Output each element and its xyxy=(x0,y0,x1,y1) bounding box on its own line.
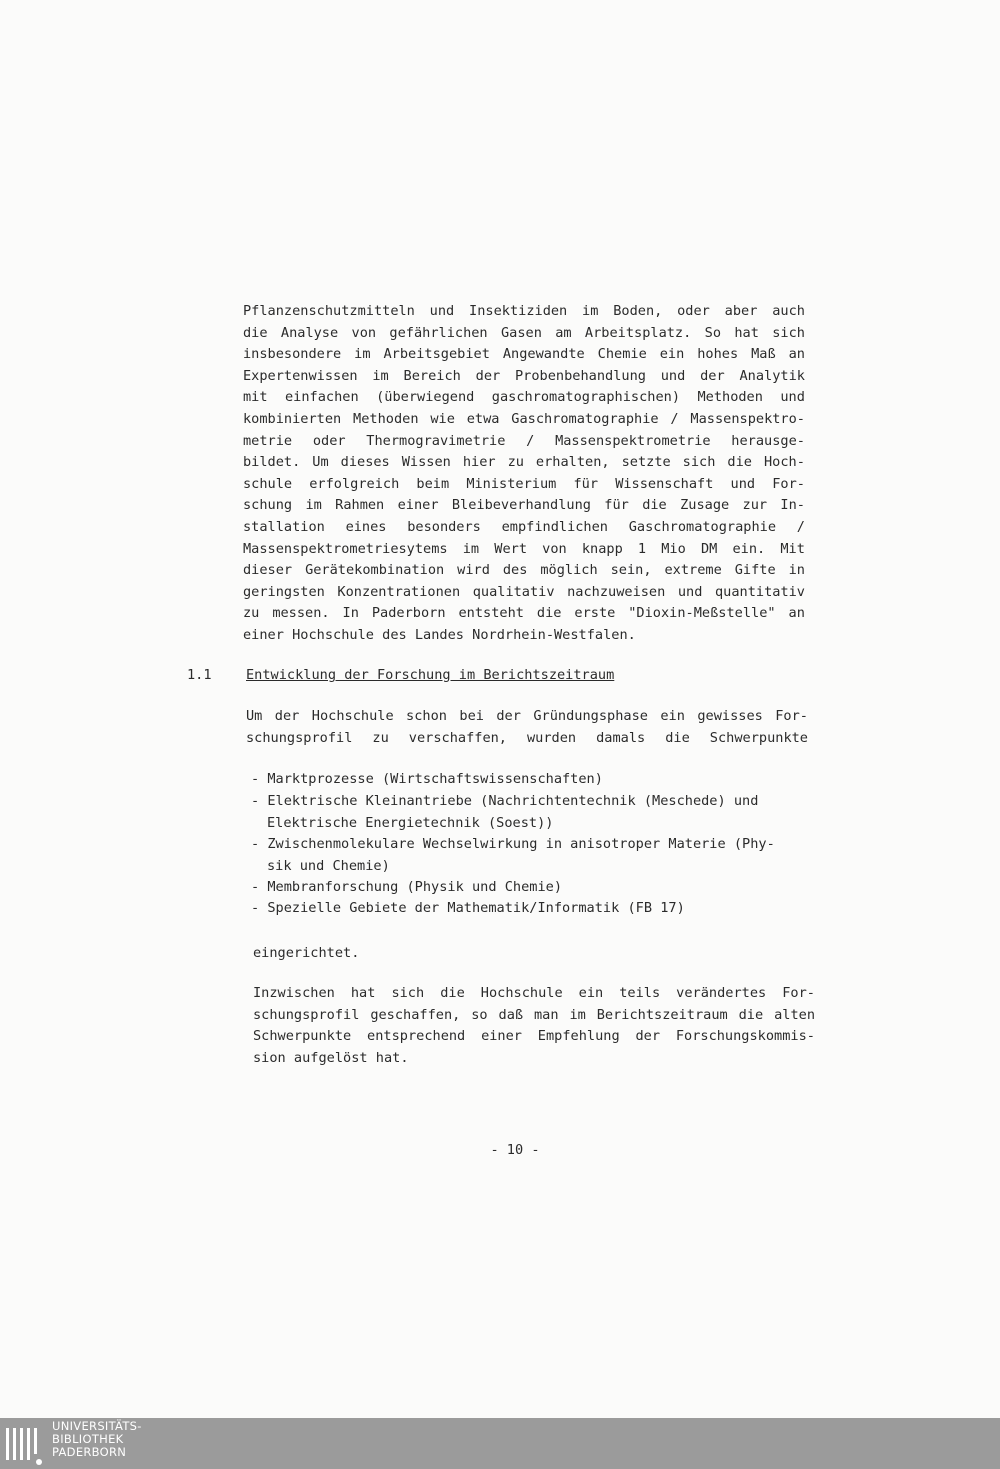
text-line: einer Hochschule des Landes Nordrhein-Westfalen. xyxy=(243,627,636,643)
library-name-line-3: PADERBORN xyxy=(52,1445,127,1459)
library-name xyxy=(52,1420,142,1459)
text-line: die Analyse von gefährlichen Gasen am Arbeitsplatz. So hat sich xyxy=(243,324,805,341)
list-item: - Membranforschung (Physik und Chemie) xyxy=(251,879,562,895)
text-line: schungsprofil zu verschaffen, wurden damals die Schwerpunkte xyxy=(246,729,808,746)
text-line: metrie oder Thermogravimetrie / Massenspektrometrie herausge- xyxy=(243,432,805,449)
text-line: zu messen. In Paderborn entsteht die erste "Dioxin-Meßstelle" an xyxy=(243,605,805,622)
text-line: schung im Rahmen einer Bleibeverhandlung für die Zusage zur In- xyxy=(243,497,805,514)
established-line: eingerichtet. xyxy=(253,945,360,961)
library-name-line-2: BIBLIOTHEK xyxy=(52,1432,124,1446)
list-item-continuation: Elektrische Energietechnik (Soest)) xyxy=(267,815,554,831)
text-line: kombinierten Methoden wie etwa Gaschromatographie / Massenspektro- xyxy=(243,411,805,427)
text-line: Pflanzenschutzmitteln und Insektiziden im Boden, oder aber auch xyxy=(243,303,805,319)
text-line: dieser Gerätekombination wird des möglich sein, extreme Gifte in xyxy=(243,562,805,579)
text-line: Expertenwissen im Bereich der Probenbehandlung und der Analytik xyxy=(243,367,805,384)
library-name-line-1: UNIVERSITÄTS- xyxy=(52,1419,142,1433)
library-footer xyxy=(0,1418,1000,1469)
text-line: sion aufgelöst hat. xyxy=(253,1050,409,1067)
text-line: stallation eines besonders empfindlichen Gaschromatographie / xyxy=(243,519,805,535)
section-title: Entwicklung der Forschung im Berichtszeitraum xyxy=(246,667,615,683)
list-item: - Marktprozesse (Wirtschaftswissenschaften) xyxy=(251,771,603,787)
text-line: Um der Hochschule schon bei der Gründungsphase ein gewisses For- xyxy=(246,708,808,724)
text-line: mit einfachen (überwiegend gaschromatographischen) Methoden und xyxy=(243,389,805,406)
text-line: geringsten Konzentrationen qualitativ nachzuweisen und quantitativ xyxy=(243,583,805,600)
list-item-continuation: sik und Chemie) xyxy=(267,858,390,874)
list-item: - Spezielle Gebiete der Mathematik/Informatik (FB 17) xyxy=(251,900,685,916)
text-line: bildet. Um dieses Wissen hier zu erhalten, setzte sich die Hoch- xyxy=(243,454,805,471)
text-line: schule erfolgreich beim Ministerium für Wissenschaft und For- xyxy=(243,475,805,492)
list-item: - Elektrische Kleinantriebe (Nachrichtentechnik (Meschede) und xyxy=(251,793,759,809)
list-item: - Zwischenmolekulare Wechselwirkung in anisotroper Materie (Phy- xyxy=(251,836,775,852)
text-line: insbesondere im Arbeitsgebiet Angewandte Chemie ein hohes Maß an xyxy=(243,346,805,363)
page-number: - 10 - xyxy=(490,1142,540,1158)
text-line: Inzwischen hat sich die Hochschule ein teils verändertes For- xyxy=(253,985,815,1001)
section-number: 1.1 xyxy=(187,667,212,683)
text-line: Massenspektrometriesytems im Wert von knapp 1 Mio DM ein. Mit xyxy=(243,540,805,557)
library-logo-icon xyxy=(4,1422,46,1466)
text-line: schungsprofil geschaffen, so daß man im Berichtszeitraum die alten xyxy=(253,1006,815,1023)
text-line: Schwerpunkte entsprechend einer Empfehlung der Forschungskommis- xyxy=(253,1028,815,1045)
